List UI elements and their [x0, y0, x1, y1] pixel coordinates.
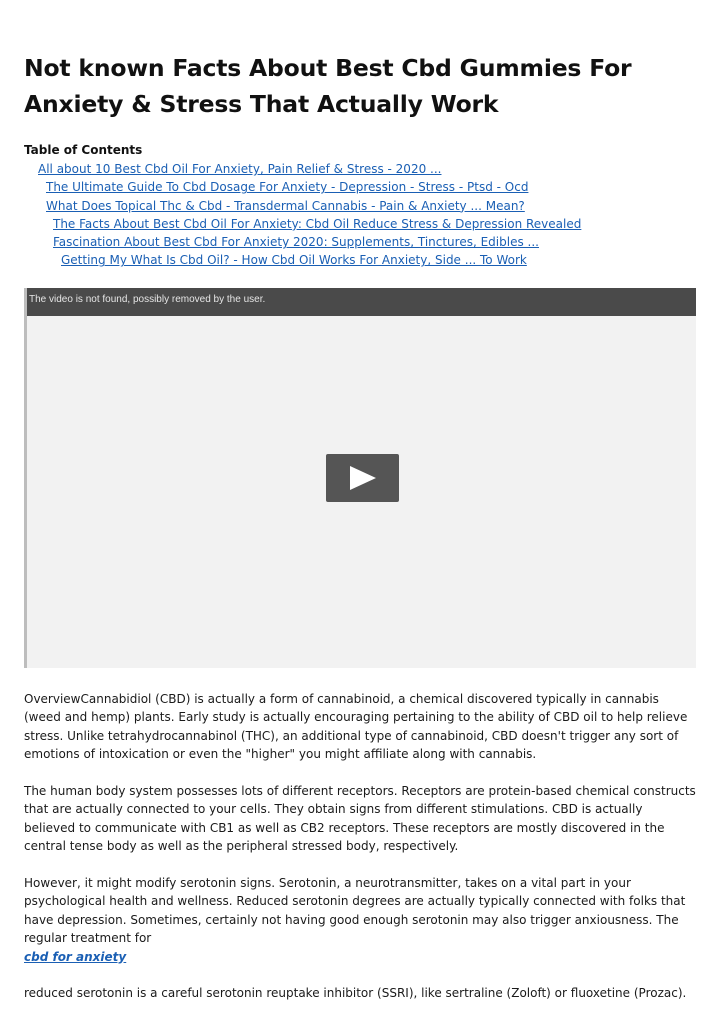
paragraph-text: However, it might modify serotonin signs. Serotonin, a neurotransmitter, takes on a vital part in your psychological health and wellness. Reduced serotonin degrees are actually typically connected with folks that have depression. Sometimes, certainly not having good enough serotonin may also trigger anxiousness. The regular treatment for [24, 876, 686, 946]
toc-heading: Table of Contents [24, 143, 143, 157]
video-embed[interactable] [24, 288, 696, 668]
paragraph: OverviewCannabidiol (CBD) is actually a form of cannabinoid, a chemical discovered typically in cannabis (weed and hemp) plants. Early study is actually encouraging pertaining to the ability of CBD oil to help relieve stress. Unlike tetrahydrocannabinol (THC), an additional type of cannabinoid, CBD doesn't trigger any sort of emotions of intoxication or even the "higher" you might affiliate along with cannabis. [24, 692, 688, 762]
cbd-for-anxiety-link[interactable]: cbd for anxiety [24, 949, 127, 964]
video-title-bar [27, 288, 696, 316]
play-icon [350, 466, 376, 490]
toc-link[interactable]: The Facts About Best Cbd Oil For Anxiety: Cbd Oil Reduce Stress & Depression Revealed [53, 216, 582, 231]
toc-link[interactable]: All about 10 Best Cbd Oil For Anxiety, Pain Relief & Stress - 2020 ... [38, 162, 442, 176]
toc-link[interactable]: Getting My What Is Cbd Oil? - How Cbd Oil Works For Anxiety, Side ... To Work [61, 253, 527, 268]
table-of-contents [24, 160, 696, 270]
toc-link[interactable]: What Does Topical Thc & Cbd - Transdermal Cannabis - Pain & Anxiety ... Mean? [46, 198, 525, 213]
paragraph [24, 874, 696, 966]
page-title: Not known Facts About Best Cbd Gummies For Anxiety & Stress That Actually Work [24, 54, 632, 118]
toc-link[interactable]: The Ultimate Guide To Cbd Dosage For Anxiety - Depression - Stress - Ptsd - Ocd [46, 180, 529, 195]
article-body [24, 690, 696, 1021]
paragraph: The human body system possesses lots of different receptors. Receptors are protein-based chemical constructs that are actually connected to your cells. They obtain signs from different stimulations. CBD is actually believed to communicate with CB1 as well as CB2 receptors. These receptors are mostly discovered in the central tense body as well as the peripheral stressed body, respectively. [24, 784, 696, 854]
video-error-message: The video is not found, possibly removed by the user. [29, 294, 266, 305]
toc-link[interactable]: Fascination About Best Cbd For Anxiety 2020: Supplements, Tinctures, Edibles ... [53, 235, 539, 250]
play-button[interactable] [326, 454, 399, 502]
paragraph: reduced serotonin is a careful serotonin reuptake inhibitor (SSRI), like sertraline (Zoloft) or fluoxetine (Prozac). [24, 986, 687, 1001]
